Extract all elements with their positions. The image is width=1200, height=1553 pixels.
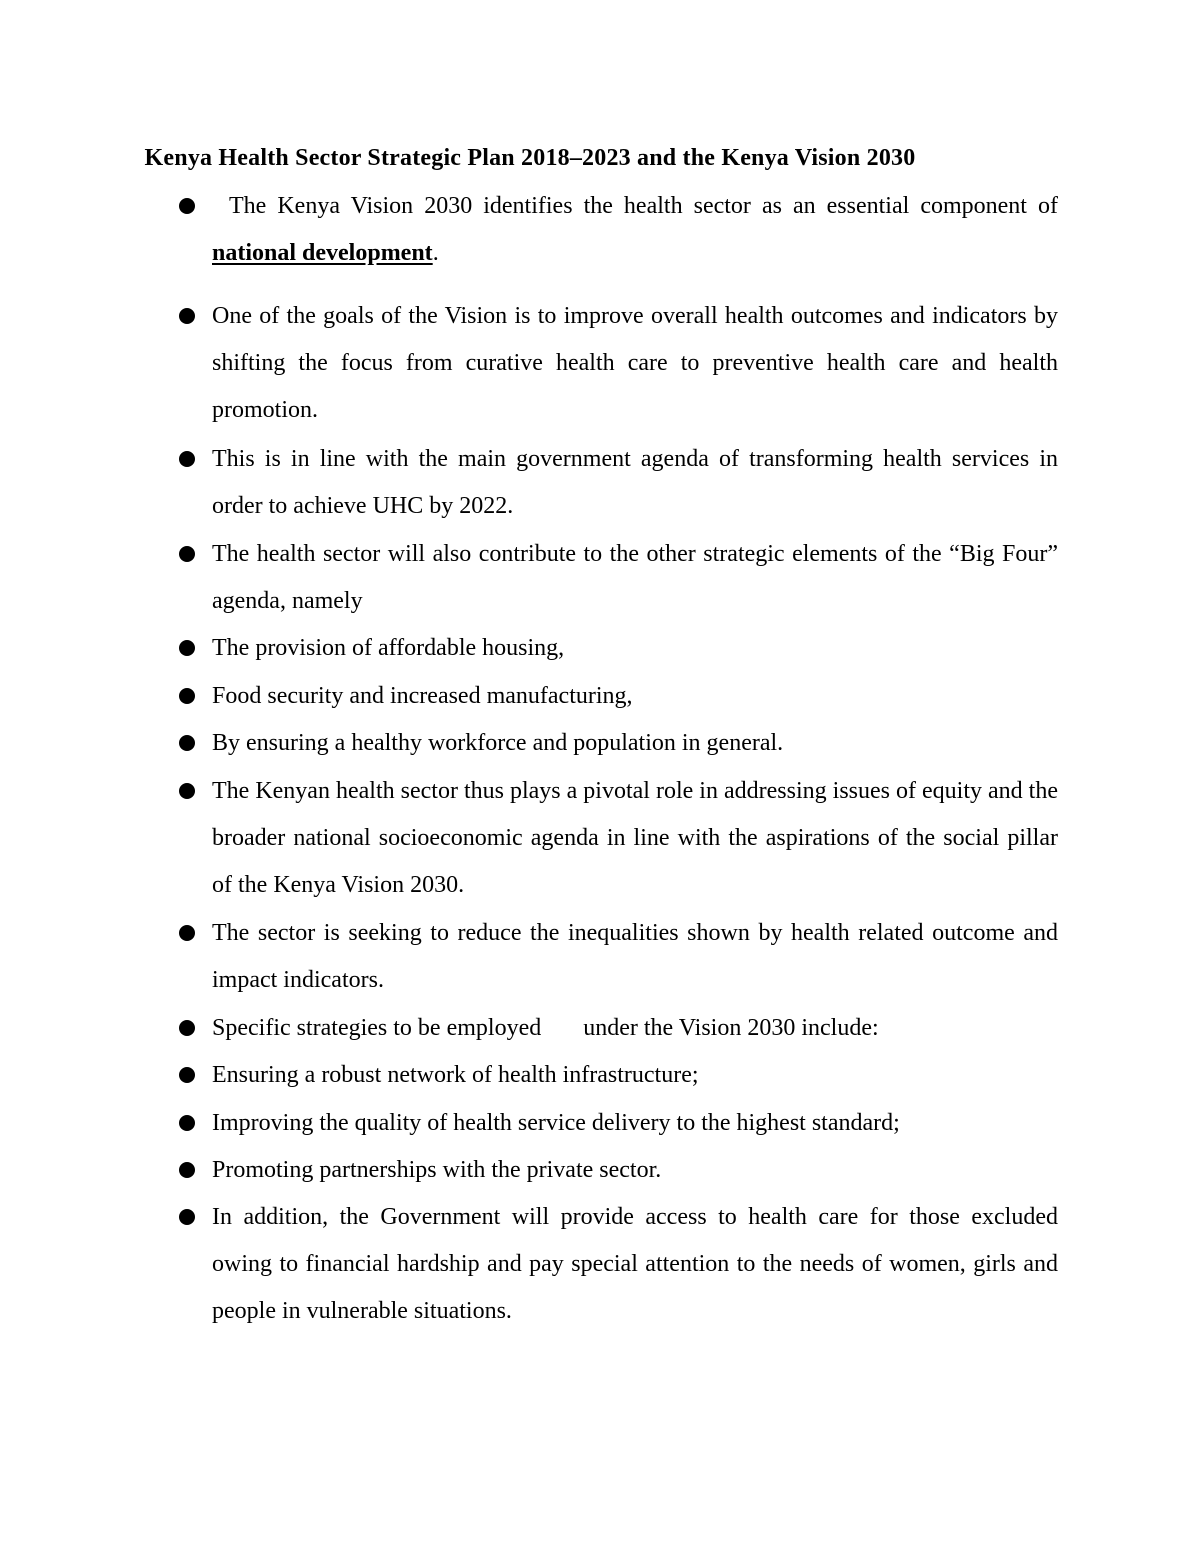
bullet-icon xyxy=(179,451,195,467)
bullet-icon xyxy=(179,925,195,941)
list-item: Promoting partnerships with the private sector. xyxy=(212,1157,662,1183)
bullet-icon xyxy=(179,688,195,704)
bullet-icon xyxy=(179,1162,195,1178)
bullet-icon xyxy=(179,735,195,751)
list-item xyxy=(212,1005,1058,1052)
list-item: Ensuring a robust network of health infrastructure; xyxy=(212,1062,699,1088)
list-item: The health sector will also contribute to the other strategic elements of the “Big Four” agenda, namely xyxy=(212,541,1058,614)
bullet-icon xyxy=(179,546,195,562)
list-item-text: under the Vision 2030 include: xyxy=(583,1015,879,1041)
list-item-suffix: . xyxy=(432,240,439,266)
list-item: The provision of affordable housing, xyxy=(212,635,565,661)
bullet-icon xyxy=(179,1067,195,1083)
list-item xyxy=(212,183,1058,277)
bullet-icon xyxy=(179,1020,195,1036)
emphasis-text: national development xyxy=(212,240,433,266)
list-item: Food security and increased manufacturing, xyxy=(212,683,633,709)
bullet-icon xyxy=(179,1115,195,1131)
bullet-icon xyxy=(179,1209,195,1225)
bullet-icon xyxy=(179,198,195,214)
list-item: By ensuring a healthy workforce and population in general. xyxy=(212,730,784,756)
list-item: One of the goals of the Vision is to improve overall health outcomes and indicators by shifting the focus from curative health care to preventive health care and health promotion. xyxy=(212,303,1058,423)
bullet-icon xyxy=(179,783,195,799)
list-item: The sector is seeking to reduce the inequalities shown by health related outcome and impact indicators. xyxy=(212,920,1058,993)
bullet-icon xyxy=(179,308,195,324)
list-item: This is in line with the main government agenda of transforming health services in order to achieve UHC by 2022. xyxy=(212,446,1058,519)
list-item-text: Specific strategies to be employed xyxy=(212,1015,542,1041)
list-item: Improving the quality of health service delivery to the highest standard; xyxy=(212,1110,900,1136)
list-item-text: The Kenya Vision 2030 identifies the health sector as an essential component of xyxy=(229,193,1058,219)
document-title: Kenya Health Sector Strategic Plan 2018–2023 and the Kenya Vision 2030 xyxy=(144,145,916,171)
list-item: In addition, the Government will provide access to health care for those excluded owing to financial hardship and pay special attention to the needs of women, girls and people in vulnerable situations. xyxy=(212,1204,1058,1324)
list-item: The Kenyan health sector thus plays a pivotal role in addressing issues of equity and the broader national socioeconomic agenda in line with the aspirations of the social pillar of the Kenya Vision 2030. xyxy=(212,778,1058,898)
bullet-icon xyxy=(179,640,195,656)
